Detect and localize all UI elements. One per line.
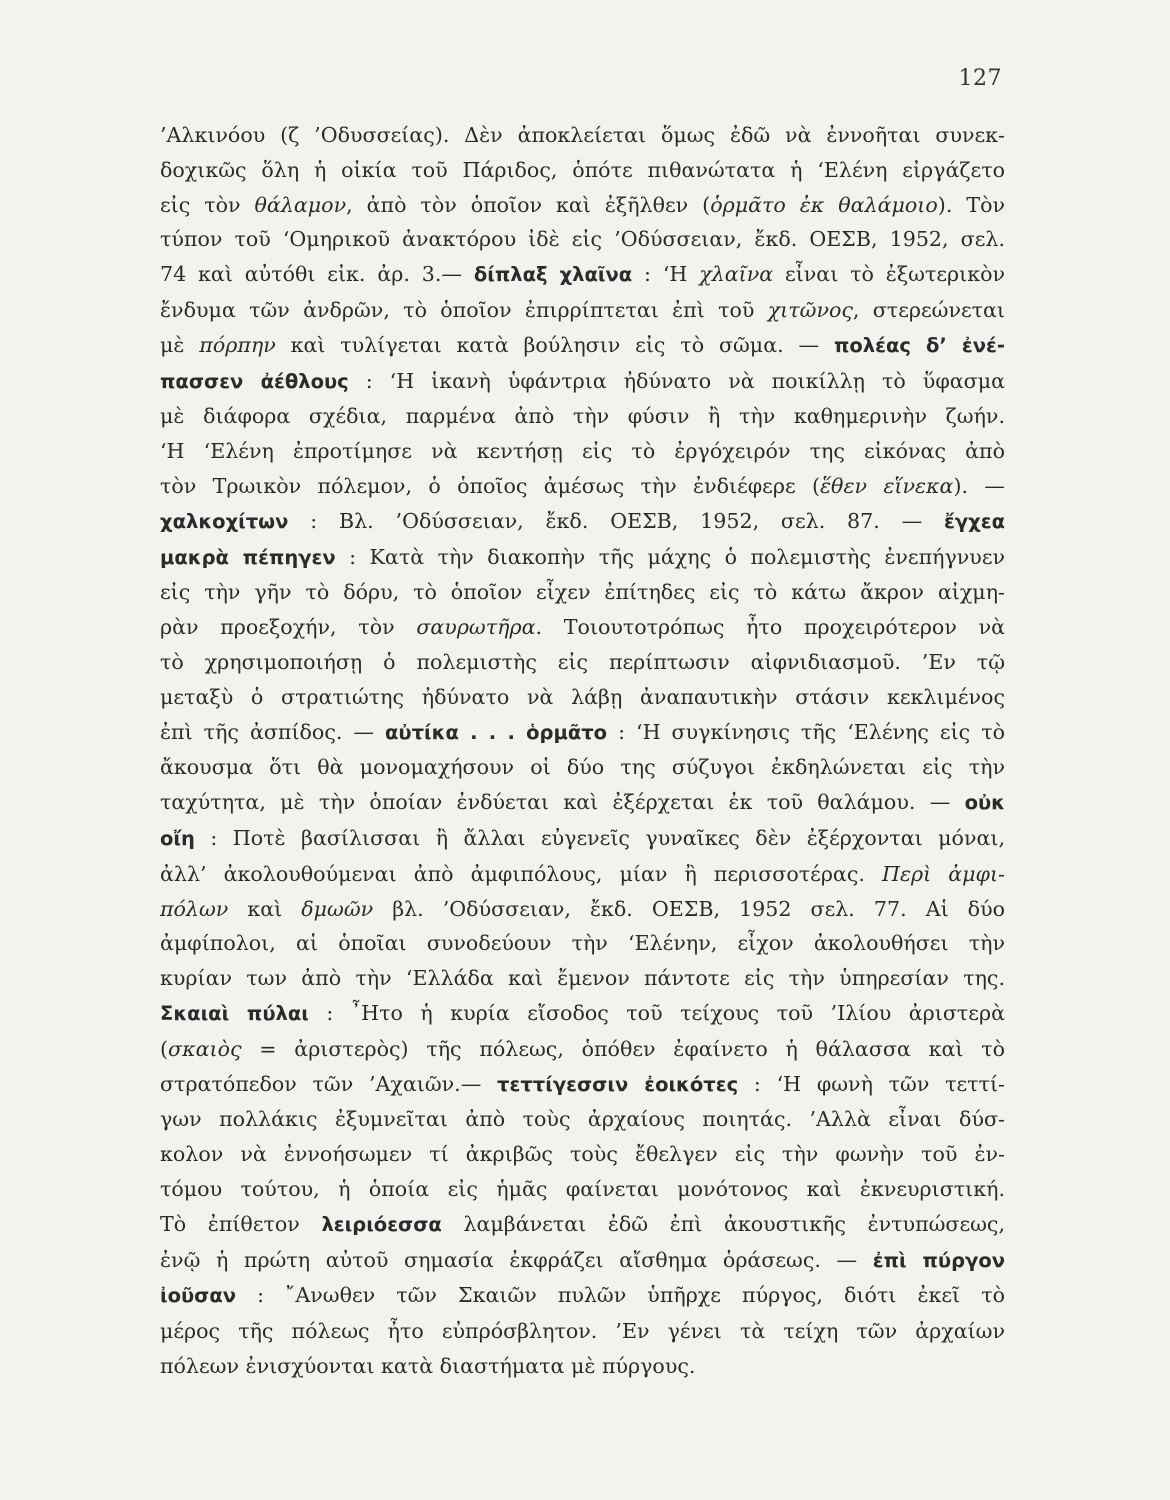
lemma-term: Σκαιαὶ πύλαι: [160, 1001, 309, 1025]
text-segment: μεταξὺ ὁ στρατιώτης ἠδύνατο νὰ λάβῃ ἀναπαυτικὴν στάσιν κεκλιμένος: [160, 684, 1005, 709]
text-segment: : ‘Η φωνὴ τῶν τεττί-: [738, 1071, 1005, 1096]
text-line: [160, 504, 1005, 540]
text-segment: ἄκουσμα ὅτι θὰ μονομαχήσουν οἱ δύο της σύζυγοι ἐκδηλώνεται εἰς τὴν: [160, 755, 1005, 780]
italic-term: σαυρωτῆρα: [416, 615, 536, 640]
text-line: [160, 364, 1005, 400]
text-segment: (: [160, 1036, 169, 1061]
text-segment: στρατόπεδον τῶν ’Αχαιῶν.—: [160, 1071, 498, 1096]
text-line: [160, 680, 1005, 715]
text-line: [160, 610, 1005, 645]
text-line: [160, 645, 1005, 680]
text-segment: ‘Η ‘Ελένη ἐπροτίμησε νὰ κεντήσῃ εἰς τὸ ἐργόχειρόν της εἰκόνας ἀπὸ: [160, 439, 1005, 464]
text-line: [160, 257, 1005, 293]
text-line: [160, 892, 1005, 927]
text-segment: καὶ: [228, 896, 302, 921]
text-line: [160, 188, 1005, 223]
text-line: [160, 328, 1005, 364]
text-line: [160, 1172, 1005, 1207]
lemma-term: ἰοῦσαν: [160, 1284, 237, 1308]
text-line: [160, 1067, 1005, 1103]
text-segment: μέρος τῆς πόλεως ἦτο εὐπρόσβλητον. ’Εν γένει τὰ τείχη τῶν ἀρχαίων: [160, 1319, 1005, 1344]
text-line: [160, 222, 1005, 257]
text-segment: 74 καὶ αὐτόθι εἰκ. ἀρ. 3.—: [160, 262, 474, 287]
text-segment: πόλεων ἐνισχύονται κατὰ διαστήματα μὲ πύργους.: [160, 1353, 696, 1378]
text-line: [160, 1032, 1005, 1067]
text-line: [160, 575, 1005, 610]
text-line: [160, 1207, 1005, 1243]
italic-term: ἕθεν εἵνεκα: [820, 473, 954, 498]
text-segment: μὲ διάφορα σχέδια, παρμένα ἀπὸ τὴν φύσιν ἢ τὴν καθημερινὴν ζωήν.: [160, 404, 1005, 429]
text-segment: ). Τὸν: [937, 192, 1005, 217]
text-segment: δοχικῶς ὅλη ἡ οἰκία τοῦ Πάριδος, ὁπότε πιθανώτατα ἡ ‘Ελένη εἰργάζετο: [160, 157, 1005, 182]
italic-term: Περὶ ἀμφι-: [882, 861, 1005, 886]
text-line: [160, 996, 1005, 1032]
text-segment: ταχύτητα, μὲ τὴν ὁποίαν ἐνδύεται καὶ ἐξέρχεται ἐκ τοῦ θαλάμου. —: [160, 790, 965, 815]
text-segment: εἶναι τὸ ἐξωτερικὸν: [773, 262, 1005, 287]
text-segment: ἔνδυμα τῶν ἀνδρῶν, τὸ ὁποῖον ἐπιρρίπτεται ἐπὶ τοῦ: [160, 297, 768, 322]
text-segment: : Ποτὲ βασίλισσαι ἢ ἄλλαι εὐγενεῖς γυναῖκες δὲν ἐξέρχονται μόναι,: [194, 825, 1005, 850]
italic-term: δμωῶν: [301, 896, 374, 921]
lemma-term: λειριόεσσα: [321, 1212, 442, 1236]
text-segment: καὶ τυλίγεται κατὰ βούλησιν εἰς τὸ σῶμα. —: [275, 332, 834, 357]
italic-term: χιτῶνος: [767, 297, 853, 322]
text-line: [160, 469, 1005, 504]
lemma-term: πασσεν ἀέθλους: [160, 369, 349, 393]
text-line: [160, 1278, 1005, 1314]
page-number: 127: [958, 66, 1002, 91]
text-line: [160, 118, 1005, 153]
text-segment: ’Αλκινόου (ζ ’Οδυσσείας). Δὲν ἀποκλείεται ὅμως ἐδῶ νὰ ἐννοῆται συνεκ-: [160, 123, 1005, 147]
text-segment: ἀμφίπολοι, αἱ ὁποῖαι συνοδεύουν τὴν ‘Ελένην, εἶχον ἀκολουθήσει τὴν: [160, 931, 1005, 956]
lemma-term: πολέας δ’ ἐνέ-: [833, 333, 1005, 357]
text-segment: : ‘Η: [632, 262, 700, 287]
text-line: [160, 399, 1005, 434]
commentary-text: [160, 118, 1005, 1384]
text-segment: . Τοιουτοτρόπως ἦτο προχειρότερον νὰ: [535, 615, 1005, 640]
italic-term: θάλαμον: [254, 192, 347, 217]
text-segment: κολον νὰ ἐννοήσωμεν τί ἀκριβῶς τοὺς ἔθελγεν εἰς τὴν φωνὴν τοῦ ἐν-: [160, 1142, 1005, 1167]
text-line: [160, 540, 1005, 576]
text-segment: τύπον τοῦ ‘Ομηρικοῦ ἀνακτόρου ἰδὲ εἰς ’Οδύσσειαν, ἔκδ. ΟΕΣΒ, 1952, σελ.: [160, 227, 1005, 252]
lemma-term: μακρὰ πέπηγεν: [160, 545, 336, 569]
text-segment: : Κατὰ τὴν διακοπὴν τῆς μάχης ὁ πολεμιστὴς ἐνεπήγνυεν: [335, 544, 1005, 569]
text-line: [160, 1314, 1005, 1349]
lemma-term: χαλκοχίτων: [160, 509, 289, 533]
lemma-term: τεττίγεσσιν ἐοικότες: [497, 1072, 739, 1096]
text-segment: τόμου τούτου, ἡ ὁποία εἰς ἡμᾶς φαίνεται μονότονος καὶ ἐκνευριστική.: [160, 1176, 1005, 1201]
italic-term: σκαιὸς: [168, 1036, 242, 1061]
text-segment: : ῎Ανωθεν τῶν Σκαιῶν πυλῶν ὑπῆρχε πύργος, διότι ἐκεῖ τὸ: [236, 1283, 1005, 1308]
italic-term: χλαῖνα: [699, 262, 774, 287]
text-segment: εἰς τὸν: [160, 192, 255, 217]
italic-term: ὁρμᾶτο ἐκ θαλάμοιο: [710, 192, 938, 217]
text-segment: λαμβάνεται ἐδῶ ἐπὶ ἀκουστικῆς ἐντυπώσεως,: [441, 1211, 1005, 1236]
lemma-term: αὐτίκα . . . ὁρμᾶτο: [385, 720, 608, 744]
text-line: [160, 153, 1005, 188]
text-line: [160, 434, 1005, 469]
text-segment: : ‘Η συγκίνησις τῆς ‘Ελένης εἰς τὸ: [607, 719, 1005, 744]
text-segment: τὸν Τρωικὸν πόλεμον, ὁ ὁποῖος ἀμέσως τὴν ἐνδιέφερε (: [160, 473, 820, 498]
text-segment: γων πολλάκις ἐξυμνεῖται ἀπὸ τοὺς ἀρχαίους ποιητάς. ’Αλλὰ εἶναι δύσ-: [160, 1107, 1005, 1132]
text-line: [160, 926, 1005, 961]
text-segment: : Βλ. ’Οδύσσειαν, ἔκδ. ΟΕΣΒ, 1952, σελ. 87. —: [288, 508, 945, 533]
lemma-term: ἔγχεα: [944, 509, 1005, 533]
text-line: [160, 857, 1005, 892]
lemma-term: ἐπὶ πύργον: [872, 1248, 1005, 1272]
italic-term: πόρπην: [199, 332, 276, 357]
text-line: [160, 293, 1005, 328]
text-segment: = ἀριστερὸς) τῆς πόλεως, ὁπόθεν ἐφαίνετο ἡ θάλασσα καὶ τὸ: [241, 1036, 1005, 1061]
text-line: [160, 785, 1005, 821]
text-segment: : ῏Ητο ἡ κυρία εἴσοδος τοῦ τείχους τοῦ ’Ιλίου ἀριστερὰ: [308, 1000, 1005, 1025]
text-line: [160, 715, 1005, 751]
text-line: [160, 750, 1005, 785]
text-segment: ἐνῷ ἡ πρώτη αὐτοῦ σημασία ἐκφράζει αἴσθημα ὁράσεως. —: [160, 1247, 873, 1272]
text-segment: εἰς τὴν γῆν τὸ δόρυ, τὸ ὁποῖον εἶχεν ἐπίτηδες εἰς τὸ κάτω ἄκρον αἰχμη-: [160, 580, 1005, 605]
text-segment: , στερεώνεται: [852, 297, 1005, 322]
text-line: [160, 1349, 1005, 1384]
text-segment: μὲ: [160, 332, 200, 357]
text-segment: ρὰν προεξοχήν, τὸν: [160, 615, 417, 640]
text-segment: ). —: [953, 473, 1005, 498]
text-line: [160, 1102, 1005, 1137]
text-line: [160, 961, 1005, 996]
text-segment: ἀλλ’ ἀκολουθούμεναι ἀπὸ ἀμφιπόλους, μίαν ἢ περισσοτέρας.: [160, 861, 882, 886]
text-segment: , ἀπὸ τὸν ὁποῖον καὶ ἐξῆλθεν (: [346, 192, 711, 217]
text-line: [160, 1243, 1005, 1279]
italic-term: πόλων: [160, 896, 229, 921]
lemma-term: οὐκ: [964, 791, 1005, 815]
text-line: [160, 821, 1005, 857]
lemma-term: δίπλαξ χλαῖνα: [473, 263, 633, 287]
text-line: [160, 1137, 1005, 1172]
text-segment: τὸ χρησιμοποιήσῃ ὁ πολεμιστὴς εἰς περίπτωσιν αἰφνιδιασμοῦ. ’Εν τῷ: [160, 649, 1005, 674]
text-segment: βλ. ’Οδύσσειαν, ἔκδ. ΟΕΣΒ, 1952 σελ. 77. Αἱ δύο: [373, 896, 1005, 921]
text-segment: κυρίαν των ἀπὸ τὴν ‘Ελλάδα καὶ ἔμενον πάντοτε εἰς τὴν ὑπηρεσίαν της.: [160, 966, 1005, 991]
lemma-term: οἴη: [160, 826, 195, 850]
text-segment: Τὸ ἐπίθετον: [160, 1211, 322, 1236]
text-segment: ἐπὶ τῆς ἀσπίδος. —: [160, 719, 386, 744]
text-segment: : ‘Η ἱκανὴ ὑφάντρια ἠδύνατο νὰ ποικίλλῃ τὸ ὕφασμα: [348, 368, 1005, 393]
